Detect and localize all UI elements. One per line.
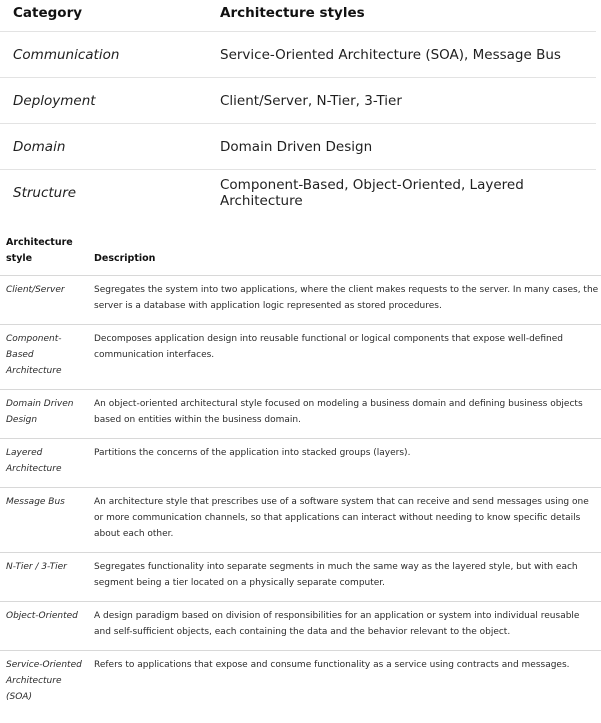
category-cell: Structure xyxy=(13,184,77,201)
table-row xyxy=(0,276,601,325)
style-name-cell: Domain Driven Design xyxy=(0,390,88,439)
category-column-header: Category xyxy=(0,0,207,32)
style-description-cell: Decomposes application design into reusable functional or logical components that expose well-defined communication interfaces. xyxy=(88,325,601,390)
table-row xyxy=(0,325,601,390)
architecture-styles-cell: Component-Based, Object-Oriented, Layered Architecture xyxy=(220,176,524,209)
style-name-cell: Object-Oriented xyxy=(0,602,88,651)
style-name-cell: Service-Oriented Architecture (SOA) xyxy=(6,660,82,702)
style-description-cell: Segregates functionality into separate segments in much the same way as the layered style, but with each segment being a tier located on a physically separate computer. xyxy=(88,553,601,602)
table-row xyxy=(0,78,596,124)
style-description-cell: A design paradigm based on division of responsibilities for an application or system into individual reusable and self-sufficient objects, each containing the data and the behavior relevant to the object. xyxy=(88,602,601,651)
table-row xyxy=(0,390,601,439)
architecture-styles-cell: Service-Oriented Architecture (SOA), Message Bus xyxy=(207,32,596,78)
styles-table xyxy=(0,231,601,715)
style-name-cell: Client/Server xyxy=(0,276,88,325)
table-row xyxy=(0,651,601,716)
table-row xyxy=(0,124,596,170)
table-row xyxy=(0,170,596,216)
category-cell: Deployment xyxy=(0,78,207,124)
style-description-cell: An architecture style that prescribes use of a software system that can receive and send messages using one or more communication channels, so that applications can interact without needing to know specific details about each other. xyxy=(88,488,601,553)
table-row xyxy=(0,32,596,78)
style-name-cell: N-Tier / 3-Tier xyxy=(0,553,88,602)
style-name-cell: Component-Based Architecture xyxy=(0,325,88,390)
table-row xyxy=(0,602,601,651)
styles-header-row xyxy=(0,231,601,276)
style-description-cell: Refers to applications that expose and consume functionality as a service using contracts and messages. xyxy=(94,660,570,670)
table-row xyxy=(0,488,601,553)
style-description-cell: An object-oriented architectural style focused on modeling a business domain and defining business objects based on entities within the business domain. xyxy=(88,390,601,439)
table-row xyxy=(0,553,601,602)
architecture-styles-column-header: Architecture styles xyxy=(207,0,596,32)
table-row xyxy=(0,439,601,488)
architecture-styles-cell: Client/Server, N-Tier, 3-Tier xyxy=(207,78,596,124)
category-cell: Communication xyxy=(0,32,207,78)
description-column-header: Description xyxy=(88,231,601,276)
style-name-cell: Layered Architecture xyxy=(0,439,88,488)
architecture-styles-cell: Domain Driven Design xyxy=(207,124,596,170)
architecture-style-column-header: Architecture style xyxy=(0,231,88,276)
style-name-cell: Message Bus xyxy=(0,488,88,553)
categories-header-row xyxy=(0,0,596,32)
style-description-cell: Partitions the concerns of the application into stacked groups (layers). xyxy=(88,439,601,488)
category-cell: Domain xyxy=(0,124,207,170)
style-description-cell: Segregates the system into two applications, where the client makes requests to the server. In many cases, the server is a database with application logic represented as stored procedures. xyxy=(88,276,601,325)
categories-table xyxy=(0,0,596,215)
